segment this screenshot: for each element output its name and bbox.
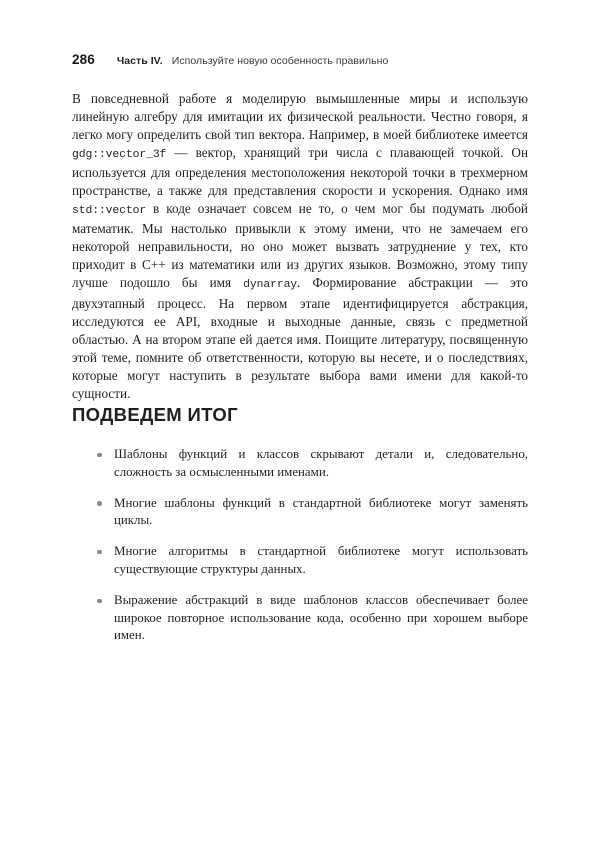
list-item-text: Шаблоны функций и классов скрывают детали и, следовательно, сложность за осмысленными именами. <box>114 447 528 479</box>
bullet-icon <box>97 453 102 458</box>
list-item <box>96 446 528 481</box>
section-heading-summary: ПОДВЕДЕМ ИТОГ <box>72 404 238 425</box>
list-item-text: Многие шаблоны функций в стандартной библиотеке могут заменять циклы. <box>114 495 528 528</box>
page-number: 286 <box>72 52 95 67</box>
code-gdg-vector-3f: gdg::vector_3f <box>72 149 167 162</box>
paragraph-1-segment-1: В повседневной работе я моделирую вымышленные миры и использую линейную алгебру для имитации их физической реальности. Честно говоря, я легко могу определить свой тип вектора. Например, в моей библиотеке имеется <box>72 91 528 143</box>
bullet-icon <box>97 550 102 555</box>
list-item <box>96 495 528 530</box>
paragraph-1-segment-3: в коде означает совсем не то, о чем мог бы подумать любой математик. Мы настолько привыкли к этому имени, что не замечаем его некоторой неправильности, но оно может вызвать затруднение у тех, кто приходит в C++ из математики или из других языков. Возможно, этому типу лучше подошло бы имя <box>72 201 528 291</box>
paragraph-1-segment-4: . Формирование абстракции — это двухэтапный процесс. На первом этапе идентифицируется абстракция, исследуются ее API, входные и выходные данные, связь с предметной областью. А на втором этапе ей дается имя. Поищите литературу, посвященную этой теме, помните об ответственности, которую вы несете, и о последствиях, которые могут наступить в результате выбора вами имени для какой-то сущности. <box>72 275 528 401</box>
list-item <box>96 543 528 578</box>
bullet-icon <box>97 599 102 604</box>
part-title: Используйте новую особенность правильно <box>171 55 389 67</box>
list-item-text: Многие алгоритмы в стандартной библиотеке могут использовать существующие структуры данных. <box>114 544 528 576</box>
paragraph-1 <box>72 90 528 403</box>
paragraph-1-segment-2: — вектор, хранящий три числа с плавающей точкой. Он используется для определения местоположения некоторой точки в трехмерном пространстве, а также для представления скорости и ускорения. Однако имя <box>72 145 528 199</box>
body-text-block <box>72 90 528 403</box>
code-std-vector: std::vector <box>72 205 147 218</box>
summary-bullet-list <box>96 446 528 645</box>
running-head <box>72 52 528 67</box>
part-label: Часть IV. <box>116 55 163 67</box>
bullet-icon <box>97 501 102 506</box>
list-item <box>96 592 528 645</box>
code-dynarray: dynarray <box>243 279 298 292</box>
list-item-text: Выражение абстракций в виде шаблонов классов обеспечивает более широкое повторное использование кода, особенно при хорошем выборе имен. <box>114 593 528 643</box>
